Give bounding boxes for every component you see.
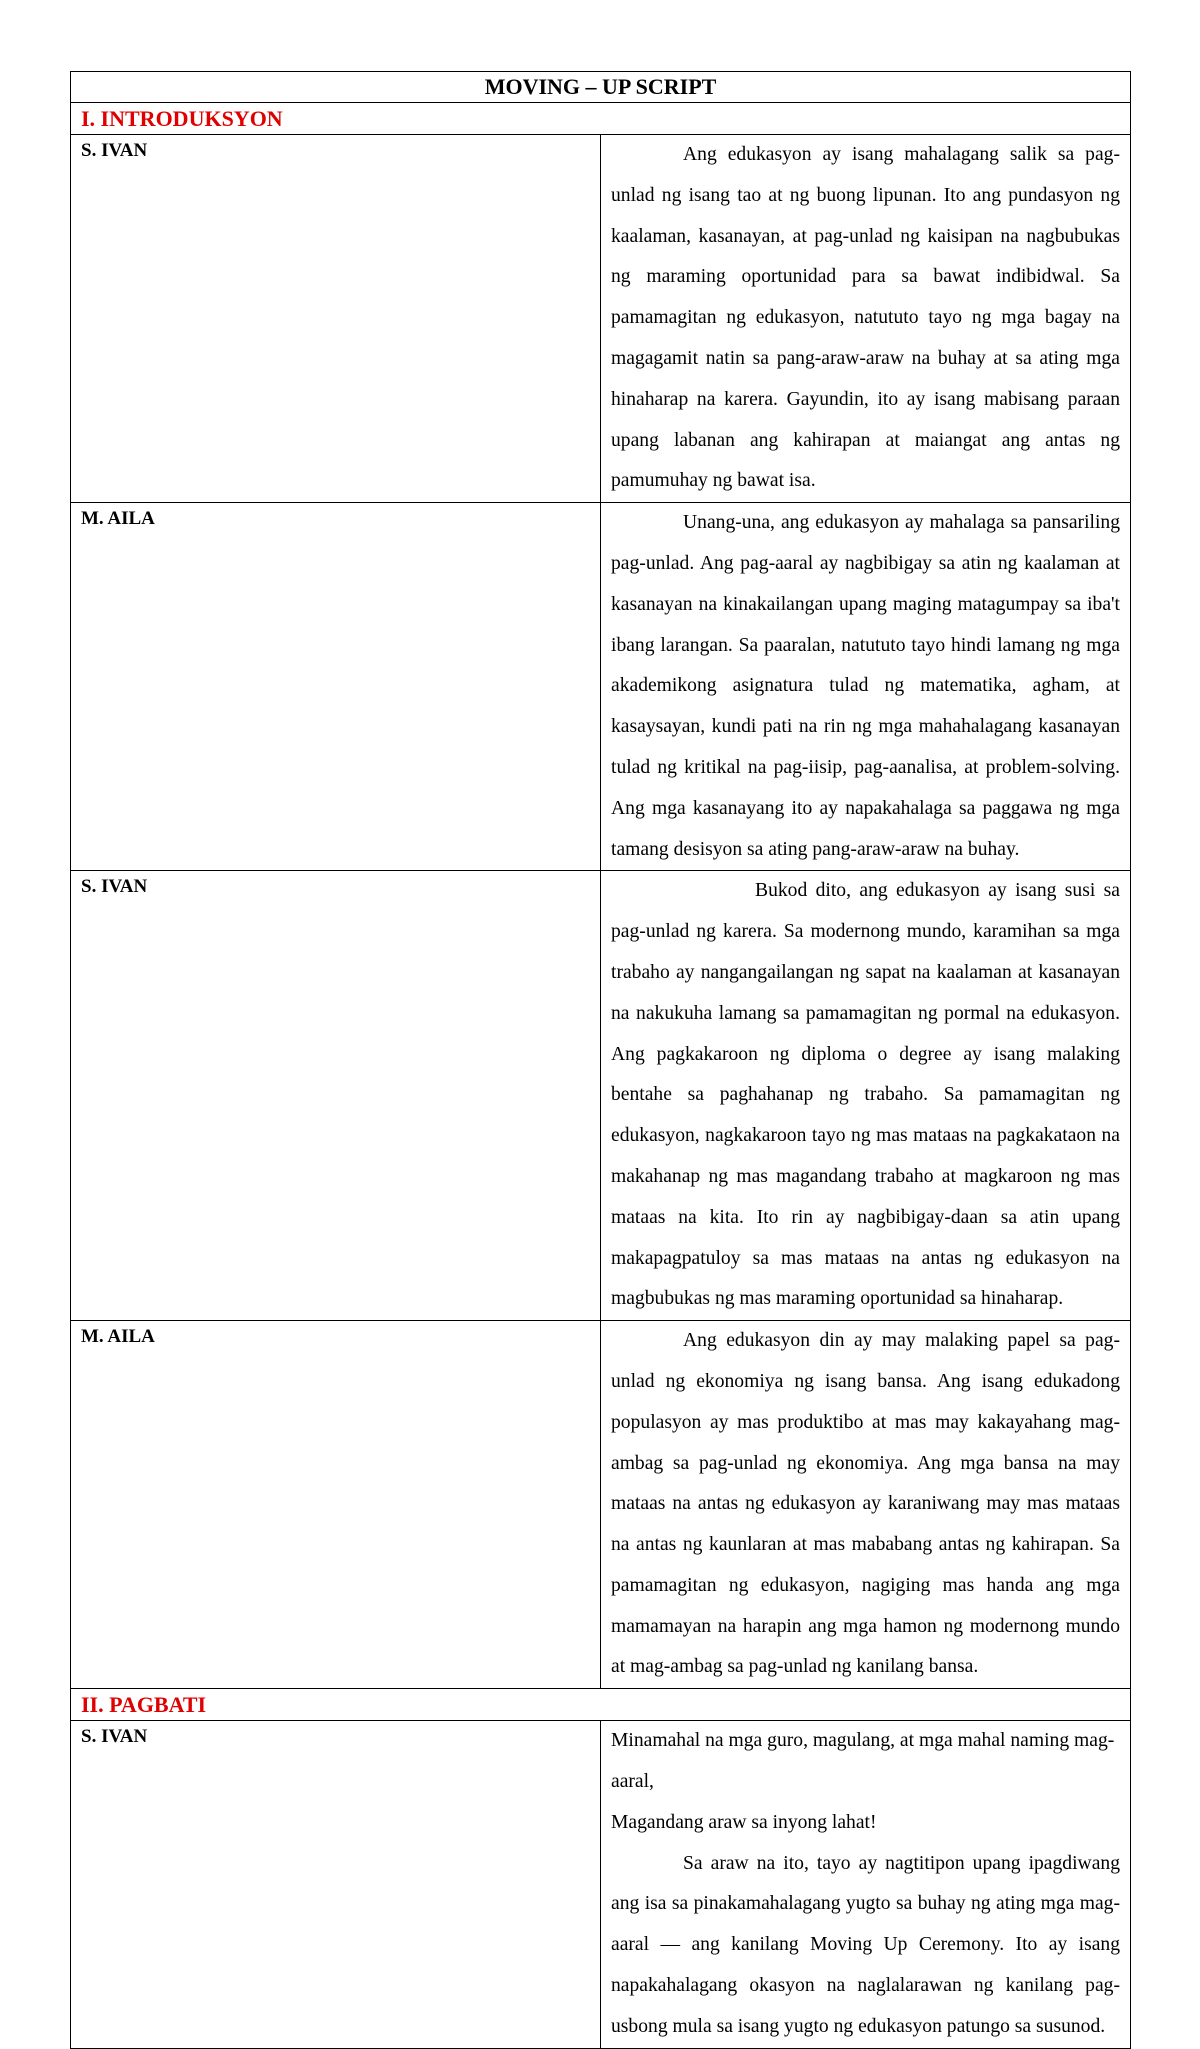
speaker-lines (601, 1321, 1131, 1689)
greeting-line: Minamahal na mga guro, magulang, at mga mahal naming mag-aaral, (611, 1730, 1115, 1793)
section-heading-pagbati: II. PAGBATI (71, 1689, 1131, 1721)
section-heading-introduksyon: I. INTRODUKSYON (71, 103, 1131, 135)
script-row (71, 503, 1131, 871)
script-row (71, 135, 1131, 503)
speaker-name: M. AILA (71, 503, 601, 871)
speaker-lines (601, 1721, 1131, 2048)
paragraph: Ang edukasyon ay isang mahalagang salik sa pag-unlad ng isang tao at ng buong lipunan. Ito ang pundasyon ng kaalaman, kasanayan, at pag-unlad ng kaisipan na nagbubukas ng maraming oportunidad para sa bawat indibidwal. Sa pamamagitan ng edukasyon, natututo tayo ng mga bagay na magagamit natin sa pang-araw-araw na buhay at sa ating mga hinaharap na karera. Gayundin, ito ay isang mabisang paraan upang labanan ang kahirapan at maiangat ang antas ng pamumuhay ng bawat isa. (611, 144, 1120, 492)
paragraph: Unang-una, ang edukasyon ay mahalaga sa pansariling pag-unlad. Ang pag-aaral ay nagbibigay sa atin ng kaalaman at kasanayan na kinakailangan upang maging matagumpay sa iba't ibang larangan. Sa paaralan, natututo tayo hindi lamang ng mga akademikong asignatura tulad ng matematika, agham, at kasaysayan, kundi pati na rin ng mga mahahalagang kasanayan tulad ng kritikal na pag-iisip, pag-aanalisa, at problem-solving. Ang mga kasanayang ito ay napakahalaga sa paggawa ng mga tamang desisyon sa ating pang-araw-araw na buhay. (611, 512, 1120, 860)
speaker-name: S. IVAN (71, 871, 601, 1321)
speaker-lines (601, 503, 1131, 871)
title-row (71, 72, 1131, 103)
paragraph: Bukod dito, ang edukasyon ay isang susi sa pag-unlad ng karera. Sa modernong mundo, karamihan sa mga trabaho ay nangangailangan ng sapat na kaalaman at kasanayan na nakukuha lamang sa pamamagitan ng pormal na edukasyon. Ang pagkakaroon ng diploma o degree ay isang malaking bentahe sa paghahanap ng trabaho. Sa pamamagitan ng edukasyon, nagkakaroon tayo ng mas mataas na pagkakataon na makahanap ng mas magandang trabaho at magkaroon ng mas mataas na kita. Ito rin ay nagbibigay-daan sa atin upang makapagpatuloy sa mas mataas na antas ng edukasyon na magbubukas ng mas maraming oportunidad sa hinaharap. (611, 880, 1120, 1310)
greeting-line: Magandang araw sa inyong lahat! (611, 1811, 877, 1833)
speaker-name: S. IVAN (71, 135, 601, 503)
section-heading-row (71, 1689, 1131, 1721)
paragraph: Sa araw na ito, tayo ay nagtitipon upang ipagdiwang ang isa sa pinakamahalagang yugto sa buhay ng ating mga mag-aaral — ang kanilang Moving Up Ceremony. Ito ay isang napakahalagang okasyon na naglalarawan ng kanilang pag-usbong mula sa isang yugto ng edukasyon patungo sa susunod. (611, 1852, 1120, 2037)
document-title: MOVING – UP SCRIPT (71, 72, 1131, 103)
script-row (71, 1321, 1131, 1689)
speaker-name: M. AILA (71, 1321, 601, 1689)
speaker-lines (601, 871, 1131, 1321)
section-heading-row (71, 103, 1131, 135)
script-table (70, 71, 1131, 2049)
script-row (71, 1721, 1131, 2048)
speaker-name: S. IVAN (71, 1721, 601, 2048)
paragraph: Ang edukasyon din ay may malaking papel sa pag-unlad ng ekonomiya ng isang bansa. Ang isang edukadong populasyon ay mas produktibo at mas may kakayahang mag-ambag sa pag-unlad ng ekonomiya. Ang mga bansa na may mataas na antas ng edukasyon ay karaniwang may mas mataas na antas ng kaunlaran at mas mababang antas ng kahirapan. Sa pamamagitan ng edukasyon, nagiging mas handa ang mga mamamayan na harapin ang mga hamon ng modernong mundo at mag-ambag sa pag-unlad ng kanilang bansa. (611, 1330, 1120, 1678)
speaker-lines (601, 135, 1131, 503)
script-row (71, 871, 1131, 1321)
